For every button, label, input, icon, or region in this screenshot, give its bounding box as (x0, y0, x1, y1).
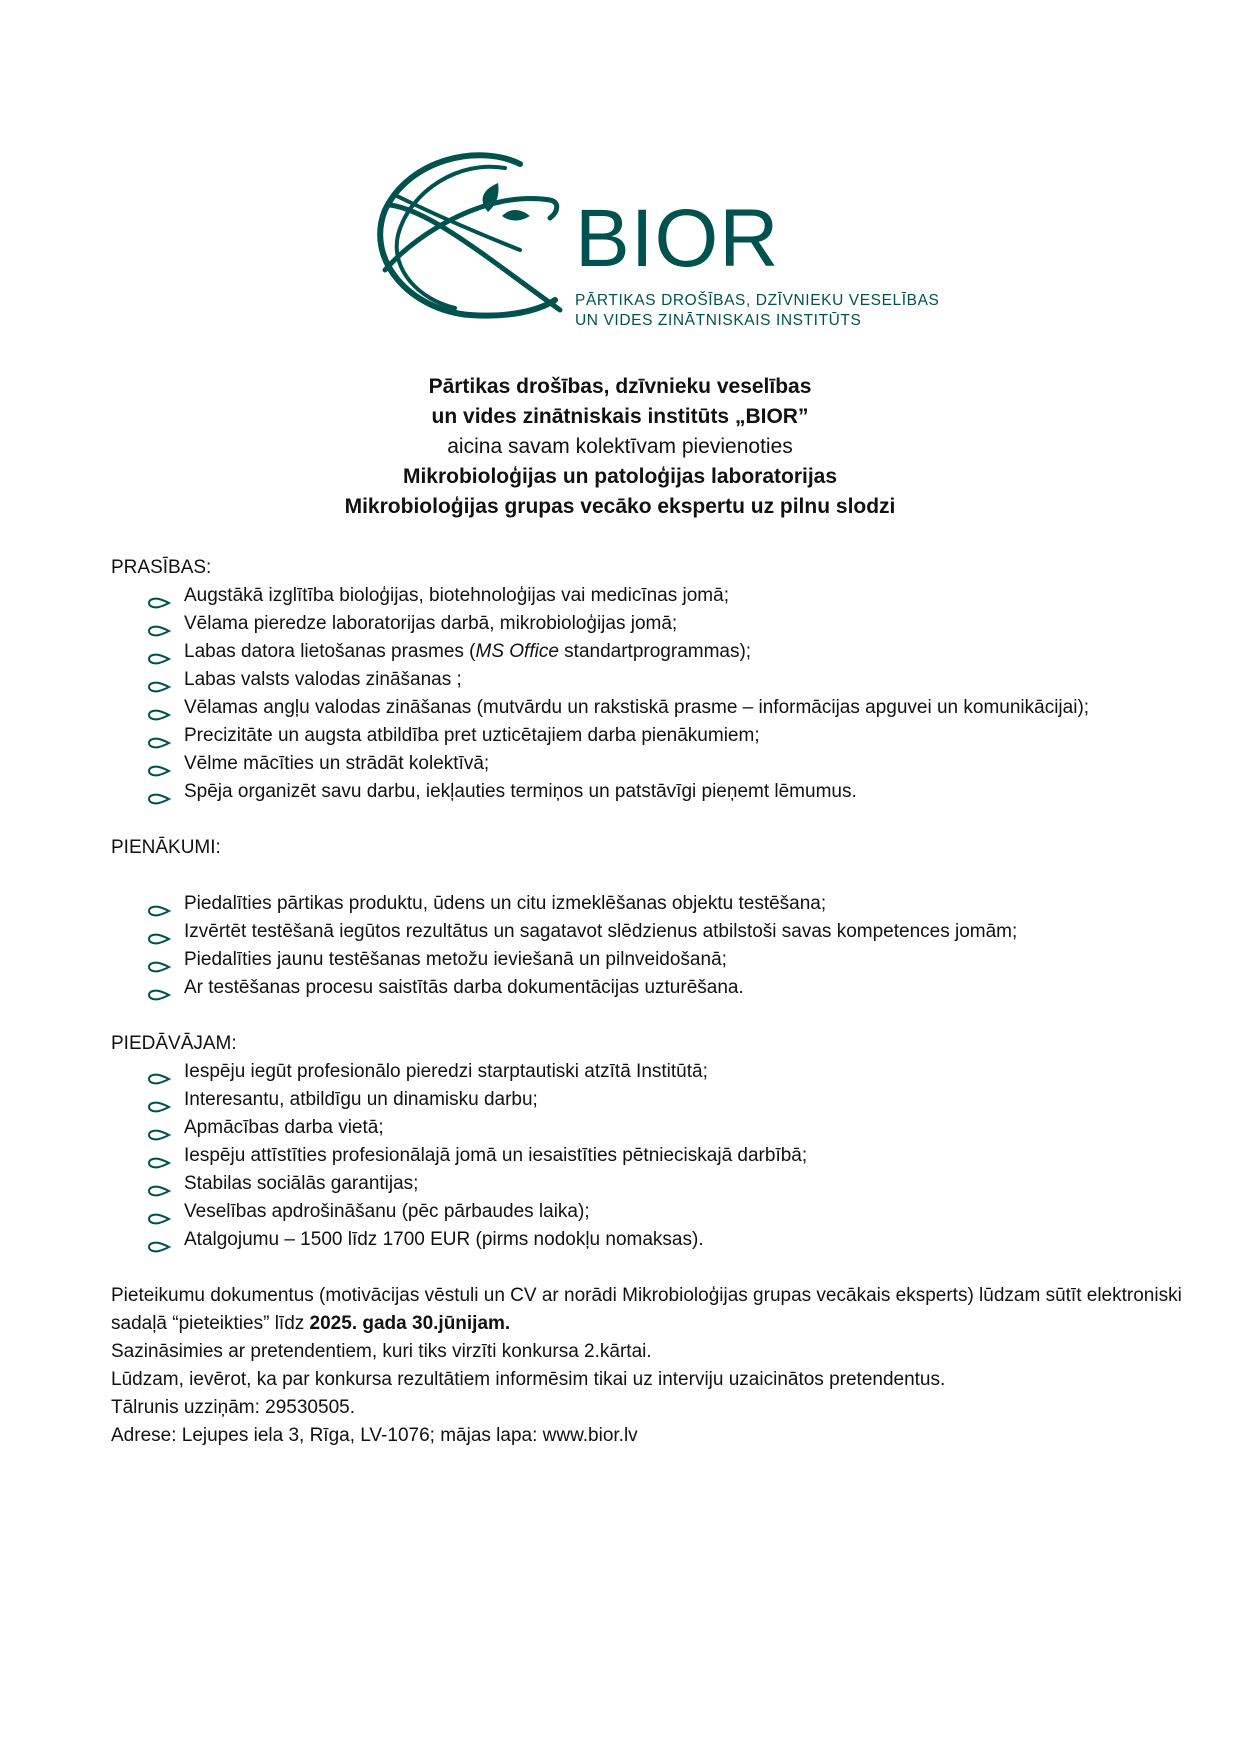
list-item: Labas datora lietošanas prasmes (MS Office standartprogrammas); (184, 638, 1191, 666)
teardrop-arrow-bullet-icon (147, 590, 171, 602)
list-item: Atalgojumu – 1500 līdz 1700 EUR (pirms nodokļu nomaksas). (184, 1226, 1191, 1254)
teardrop-arrow-bullet-icon (147, 1094, 171, 1106)
list-item: Piedalīties pārtikas produktu, ūdens un citu izmeklēšanas objektu testēšana; (184, 890, 1191, 918)
list-item: Vēlamas angļu valodas zināšanas (mutvārdu un rakstiskā prasme – informācijas apguvei un komunikācijai); (184, 694, 1191, 722)
contact-note: Sazināsimies ar pretendentiem, kuri tiks virzīti konkursa 2.kārtai. (111, 1341, 652, 1362)
logo-wordmark: BIOR (575, 193, 780, 284)
teardrop-arrow-bullet-icon (147, 730, 171, 742)
offer-list (111, 1058, 1191, 1254)
teardrop-arrow-bullet-icon (147, 954, 171, 966)
phone-info: Tālrunis uzziņām: 29530505. (111, 1397, 355, 1418)
teardrop-arrow-bullet-icon (147, 1122, 171, 1134)
list-item: Ar testēšanas procesu saistītās darba dokumentācijas uzturēšana. (184, 974, 1191, 1002)
teardrop-arrow-bullet-icon (147, 674, 171, 686)
teardrop-arrow-bullet-icon (147, 1066, 171, 1078)
list-item: Interesantu, atbildīgu un dinamisku darbu; (184, 1086, 1191, 1114)
list-item: Veselības apdrošināšanu (pēc pārbaudes laika); (184, 1198, 1191, 1226)
list-item: Iespēju attīstīties profesionālajā jomā un iesaistīties pētnieciskajā darbībā; (184, 1142, 1191, 1170)
requirements-list (111, 582, 1191, 806)
list-item: Vēlme mācīties un strādāt kolektīvā; (184, 750, 1191, 778)
teardrop-arrow-bullet-icon (147, 1234, 171, 1246)
teardrop-arrow-bullet-icon (147, 618, 171, 630)
teardrop-arrow-bullet-icon (147, 1150, 171, 1162)
application-instructions: Pieteikumu dokumentus (motivācijas vēstuli un CV ar norādi Mikrobioloģijas grupas vecākais eksperts) lūdzam sūtīt elektroniski sadaļā “pieteikties” līdz 2025. gada 30.jūnijam. (111, 1285, 1182, 1334)
list-item: Stabilas sociālās garantijas; (184, 1170, 1191, 1198)
header-line-institute-2: un vides zinātniskais institūts „BIOR” (431, 405, 809, 428)
teardrop-arrow-bullet-icon (147, 1178, 171, 1190)
list-item: Piedalīties jaunu testēšanas metožu ieviešanā un pilnveidošanā; (184, 946, 1191, 974)
document-body (111, 554, 1191, 1450)
bior-logo (370, 150, 940, 340)
list-item: Vēlama pieredze laboratorijas darbā, mikrobioloģijas jomā; (184, 610, 1191, 638)
requirements-title: PRASĪBAS: (111, 557, 212, 578)
teardrop-arrow-bullet-icon (147, 786, 171, 798)
list-item: Izvērtēt testēšanā iegūtos rezultātus un sagatavot slēdzienus atbilstoši savas kompetences jomām; (184, 918, 1191, 946)
list-item: Spēja organizēt savu darbu, iekļauties termiņos un patstāvīgi pieņemt lēmumus. (184, 778, 1191, 806)
globe-leaf-logo-icon (370, 150, 570, 320)
duties-list (111, 890, 1191, 1002)
teardrop-arrow-bullet-icon (147, 758, 171, 770)
teardrop-arrow-bullet-icon (147, 898, 171, 910)
list-item: Iespēju iegūt profesionālo pieredzi starptautiski atzītā Institūtā; (184, 1058, 1191, 1086)
logo-subtitle-line2: UN VIDES ZINĀTNISKAIS INSTITŪTS (575, 312, 862, 329)
list-item: Augstākā izglītība bioloģijas, biotehnoloģijas vai medicīnas jomā; (184, 582, 1191, 610)
teardrop-arrow-bullet-icon (147, 1206, 171, 1218)
results-note: Lūdzam, ievērot, ka par konkursa rezultātiem informēsim tikai uz interviju uzaicinātos pretendentus. (111, 1369, 946, 1390)
teardrop-arrow-bullet-icon (147, 646, 171, 658)
application-deadline: 2025. gada 30.jūnijam. (309, 1313, 511, 1334)
teardrop-arrow-bullet-icon (147, 982, 171, 994)
closing-info (111, 1282, 1191, 1450)
announcement-header (0, 372, 1240, 522)
header-line-invite: aicina savam kolektīvam pievienoties (447, 435, 793, 458)
logo-subtitle-line1: PĀRTIKAS DROŠĪBAS, DZĪVNIEKU VESELĪBAS (575, 292, 940, 309)
duties-title: PIENĀKUMI: (111, 837, 221, 858)
header-line-institute: Pārtikas drošības, dzīvnieku veselības (428, 375, 812, 398)
address-info: Adrese: Lejupes iela 3, Rīga, LV-1076; mājas lapa: www.bior.lv (111, 1425, 638, 1446)
offer-title: PIEDĀVĀJAM: (111, 1033, 237, 1054)
header-line-laboratory: Mikrobioloģijas un patoloģijas laboratorijas (402, 465, 838, 488)
list-item: Apmācības darba vietā; (184, 1114, 1191, 1142)
teardrop-arrow-bullet-icon (147, 926, 171, 938)
header-line-position: Mikrobioloģijas grupas vecāko ekspertu uz pilnu slodzi (344, 495, 896, 518)
list-item: Labas valsts valodas zināšanas ; (184, 666, 1191, 694)
teardrop-arrow-bullet-icon (147, 702, 171, 714)
list-item: Precizitāte un augsta atbildība pret uzticētajiem darba pienākumiem; (184, 722, 1191, 750)
